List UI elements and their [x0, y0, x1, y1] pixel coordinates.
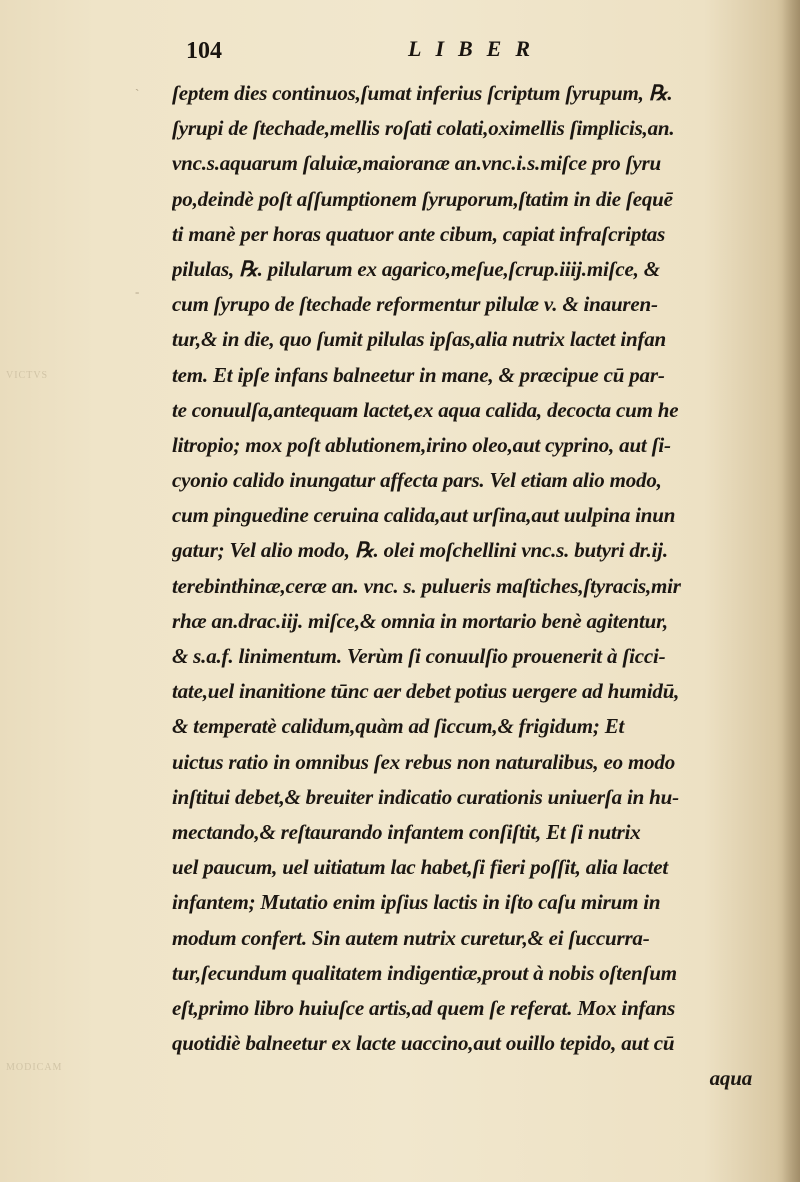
text-line: cum ſyrupo de ſtechade reformentur pilulæ v. & inauren- — [172, 292, 658, 317]
text-line: & temperatè calidum,quàm ad ſiccum,& frigidum; Et — [172, 714, 625, 739]
catchword: aqua — [709, 1066, 752, 1091]
text-line: gatur; Vel alio modo, ℞. olei moſchellini vnc.s. butyri dr.ij. — [172, 538, 668, 563]
text-line: ſyrupi de ſtechade,mellis roſati colati,oximellis ſimplicis,an. — [172, 116, 675, 141]
text-line: uel paucum, uel uitiatum lac habet,ſi fieri poſſit, alia lactet — [172, 855, 669, 880]
bleed-through-text: MODICAM — [6, 1062, 63, 1073]
margin-mark: ` — [135, 86, 140, 101]
text-line: cyonio calido inungatur affecta pars. Vel etiam alio modo, — [172, 468, 662, 493]
text-line: te conuulſa,antequam lactet,ex aqua calida, decocta cum he — [172, 397, 679, 422]
text-line: tate,uel inanitione tūnc aer debet potius uergere ad humidū, — [172, 679, 680, 704]
text-line: quotidiè balneetur ex lacte uaccino,aut ouillo tepido, aut cū — [172, 1031, 675, 1056]
text-line: ſeptem dies continuos,ſumat inferius ſcriptum ſyrupum, ℞. — [172, 81, 673, 105]
text-line: litropio; mox poſt ablutionem,irino oleo,aut cyprino, aut ſi- — [172, 432, 671, 457]
text-line: mectando,& reſtaurando infantem conſiſtit, Et ſi nutrix — [172, 819, 641, 844]
text-line: pilulas, ℞. pilularum ex agarico,meſue,ſcrup.iiij.miſce, & — [172, 256, 660, 281]
running-title: LIBER — [408, 36, 545, 61]
text-line: eſt,primo libro huiuſce artis,ad quem ſe referat. Mox infans — [172, 995, 676, 1020]
text-line: cum pinguedine ceruina calida,aut urſina,aut uulpina inun — [172, 503, 676, 528]
text-line: modum confert. Sin autem nutrix curetur,& ei ſuccurra- — [172, 925, 650, 950]
text-line: tur,& in die, quo ſumit pilulas ipſas,alia nutrix lactet infan — [172, 327, 667, 352]
running-head — [0, 30, 800, 70]
text-line: ti manè per horas quatuor ante cibum, capiat infraſcriptas — [172, 221, 666, 246]
text-line: rhæ an.drac.iij. miſce,& omnia in mortario benè agitentur, — [172, 608, 668, 633]
text-line: vnc.s.aquarum ſaluiæ,maioranæ an.vnc.i.s.miſce pro ſyru — [172, 151, 661, 176]
text-line: po,deindè poſt aſſumptionem ſyruporum,ſtatim in die ſequē — [172, 186, 673, 211]
text-line: terebinthinæ,ceræ an. vnc. s. pulueris maſtiches,ſtyracis,mir — [172, 573, 681, 598]
body-text — [172, 76, 792, 1096]
text-line: & s.a.f. linimentum. Verùm ſi conuulſio prouenerit à ſicci- — [172, 644, 666, 668]
text-line: uictus ratio in omnibus ſex rebus non naturalibus, eo modo — [172, 749, 676, 774]
text-line: infantem; Mutatio enim ipſius lactis in iſto caſu mirum in — [172, 890, 661, 915]
page-number: 104 — [186, 38, 222, 64]
bleed-through-text: VICTVS — [6, 370, 49, 381]
text-line: tem. Et ipſe infans balneetur in mane, & præcipue cū par- — [172, 362, 665, 387]
text-line: inſtitui debet,& breuiter indicatio curationis uniuerſa in hu- — [172, 784, 679, 809]
margin-mark: - — [135, 284, 140, 299]
text-line: tur,ſecundum qualitatem indigentiæ,prout à nobis oſtenſum — [172, 960, 677, 985]
